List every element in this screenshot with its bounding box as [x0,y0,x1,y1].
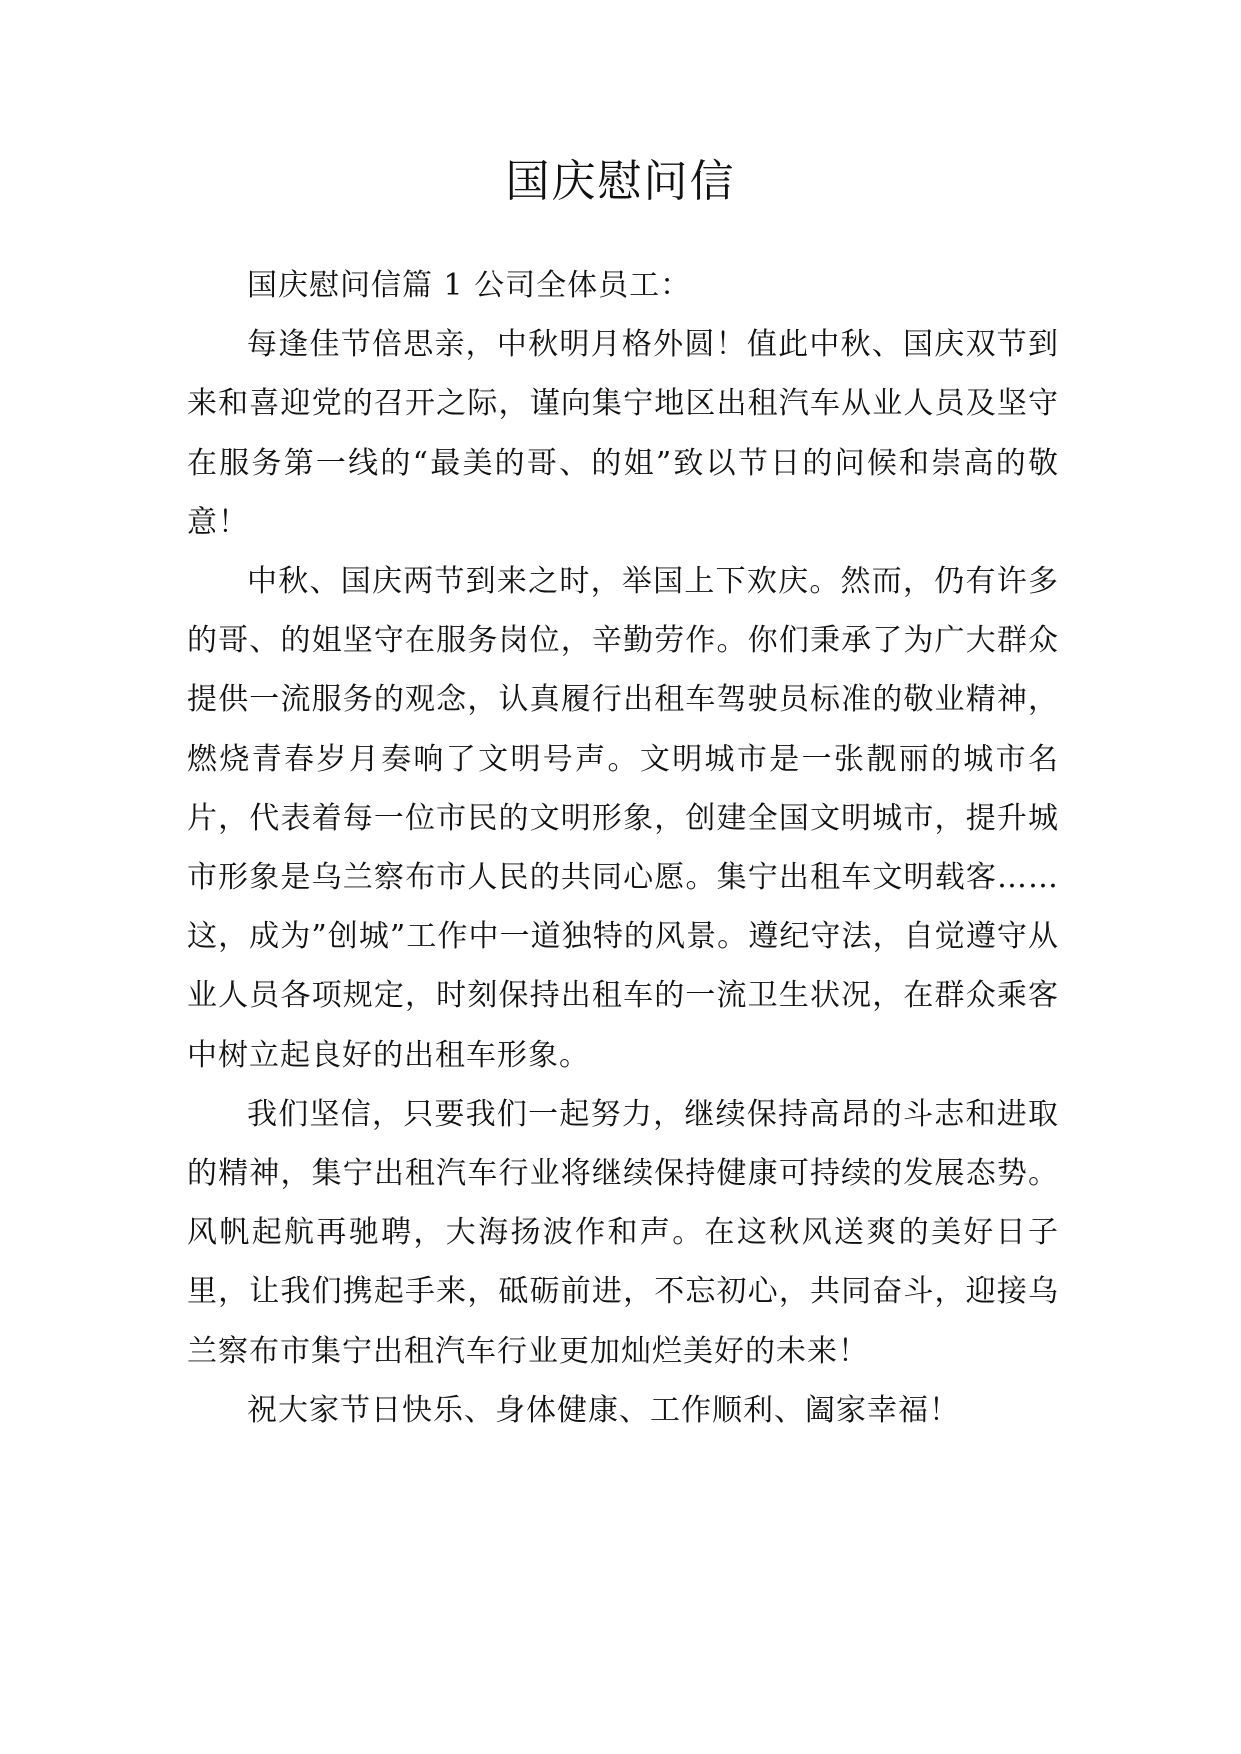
paragraph-greeting: 每逢佳节倍思亲，中秋明月格外圆！值此中秋、国庆双节到来和喜迎党的召开之际，谨向集宁地区出租汽车从业人员及坚守在服务第一线的“最美的哥、的姐”致以节日的问候和崇高的敬意！ [187,327,1059,540]
paragraph-closing: 祝大家节日快乐、身体健康、工作顺利、阖家幸福！ [247,1392,960,1428]
paragraph-outlook: 我们坚信，只要我们一起努力，继续保持高昂的斗志和进取的精神，集宁出租汽车行业将继续保持健康可持续的发展态势。风帆起航再驰聘，大海扬波作和声。在这秋风送爽的美好日子里，让我们携起手来，砥砺前进，不忘初心，共同奋斗，迎接乌兰察布市集宁出租汽车行业更加灿烂美好的未来！ [187,1096,1059,1369]
page-title: 国庆慰问信 [505,156,736,207]
paragraph-salutation: 国庆慰问信篇 1 公司全体员工： [247,268,692,303]
letter-body [187,256,1059,1440]
paragraph-praise: 中秋、国庆两节到来之时，举国上下欢庆。然而，仍有许多的哥、的姐坚守在服务岗位，辛勤劳作。你们秉承了为广大群众提供一流服务的观念，认真履行出租车驾驶员标准的敬业精神，燃烧青春岁月奏响了文明号声。文明城市是一张靓丽的城市名片，代表着每一位市民的文明形象，创建全国文明城市，提升城市形象是乌兰察布市人民的共同心愿。集宁出租车文明载客……这，成为”创城”工作中一道独特的风景。遵纪守法，自觉遵守从业人员各项规定，时刻保持出租车的一流卫生状况，在群众乘客中树立起良好的出租车形象。 [187,564,1059,1073]
